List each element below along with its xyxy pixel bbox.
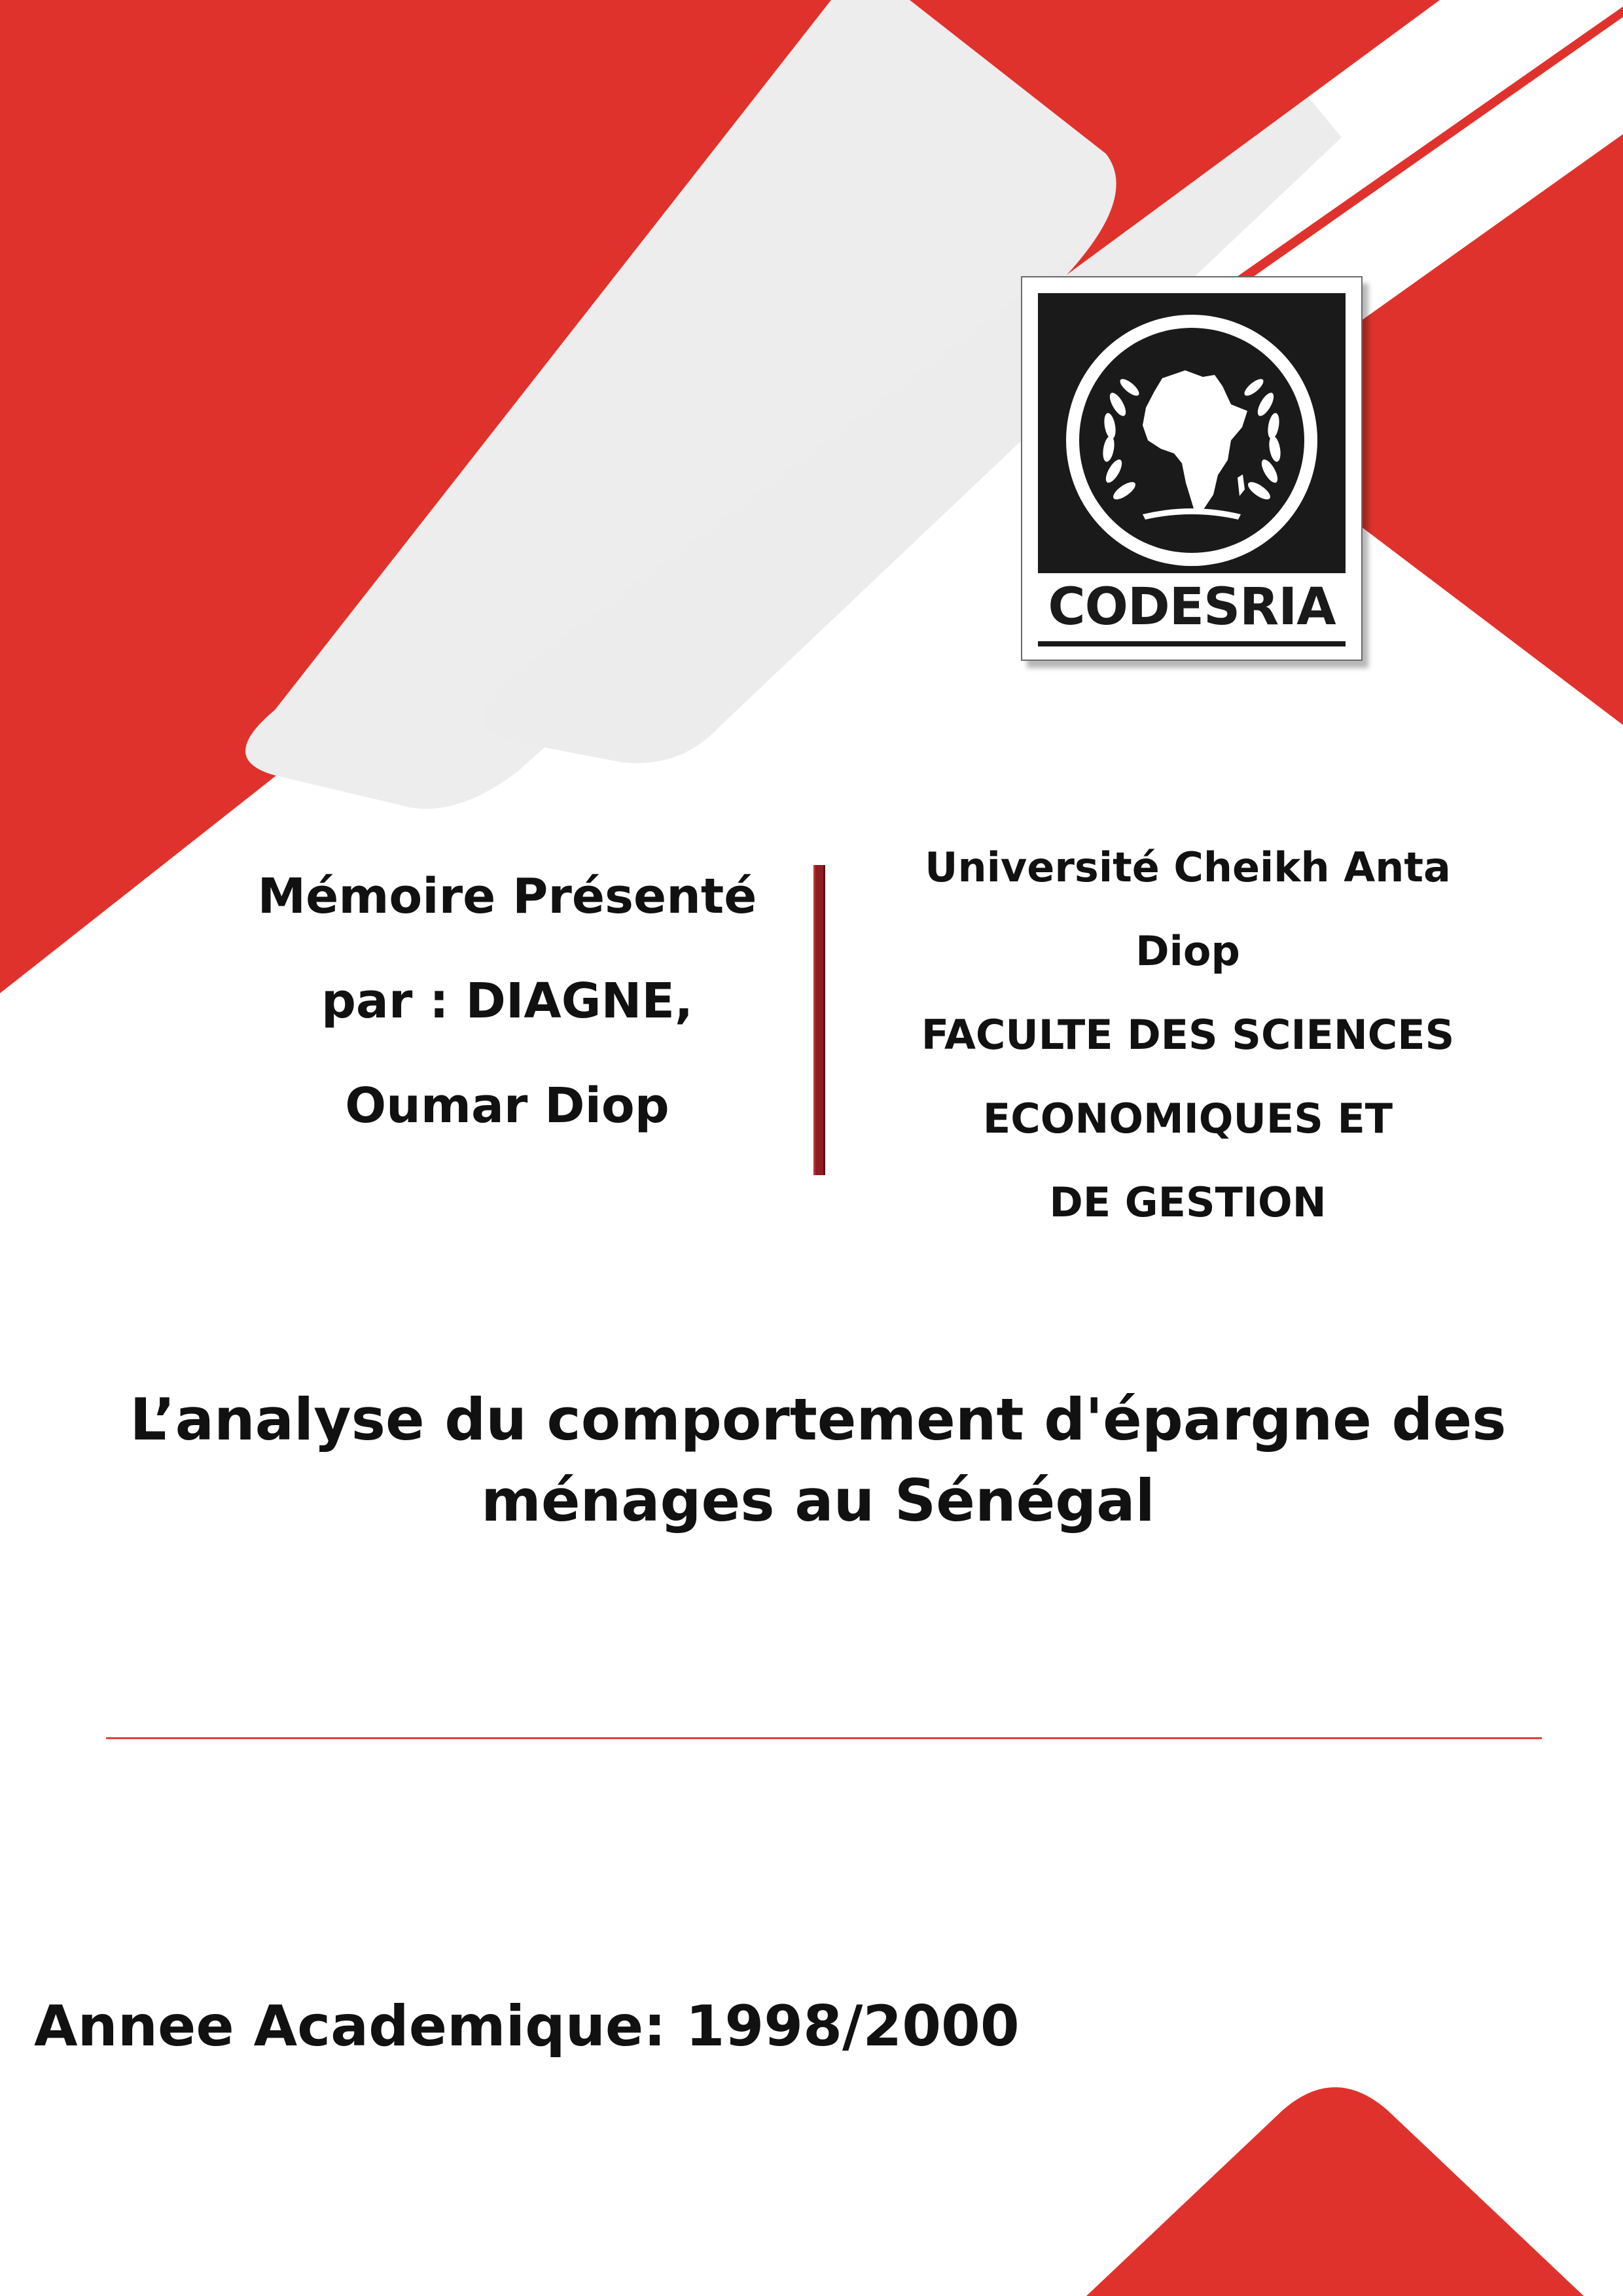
presenter-block [196, 844, 818, 1158]
institution-line-5: DE GESTION [1049, 1178, 1327, 1226]
institution-line-1: Université Cheikh Anta [925, 843, 1451, 891]
document-title [26, 1379, 1610, 1542]
academic-year: Annee Academique: 1998/2000 [34, 1994, 1020, 2059]
logo-wordmark: CODESRIA [1038, 573, 1346, 641]
institution-block [844, 826, 1531, 1245]
vertical-divider [813, 865, 825, 1175]
presenter-line-3: Oumar Diop [345, 1078, 669, 1134]
africa-emblem-icon [1051, 306, 1332, 574]
codesria-logo [1021, 276, 1363, 661]
horizontal-rule [106, 1737, 1542, 1739]
presenter-line-2: par : DIAGNE, [321, 973, 694, 1029]
red-wedge-bottom [1086, 2087, 1584, 2296]
institution-line-4: ECONOMIQUES ET [982, 1095, 1393, 1142]
title-line-2: ménages au Sénégal [481, 1467, 1155, 1534]
institution-line-2: Diop [1135, 927, 1240, 975]
presenter-line-1: Mémoire Présenté [257, 868, 757, 925]
logo-panel [1038, 293, 1346, 646]
title-line-1: L’analyse du comportement d'épargne des [130, 1386, 1507, 1453]
institution-line-3: FACULTE DES SCIENCES [921, 1011, 1455, 1059]
red-wedge-right-side [1361, 134, 1623, 725]
